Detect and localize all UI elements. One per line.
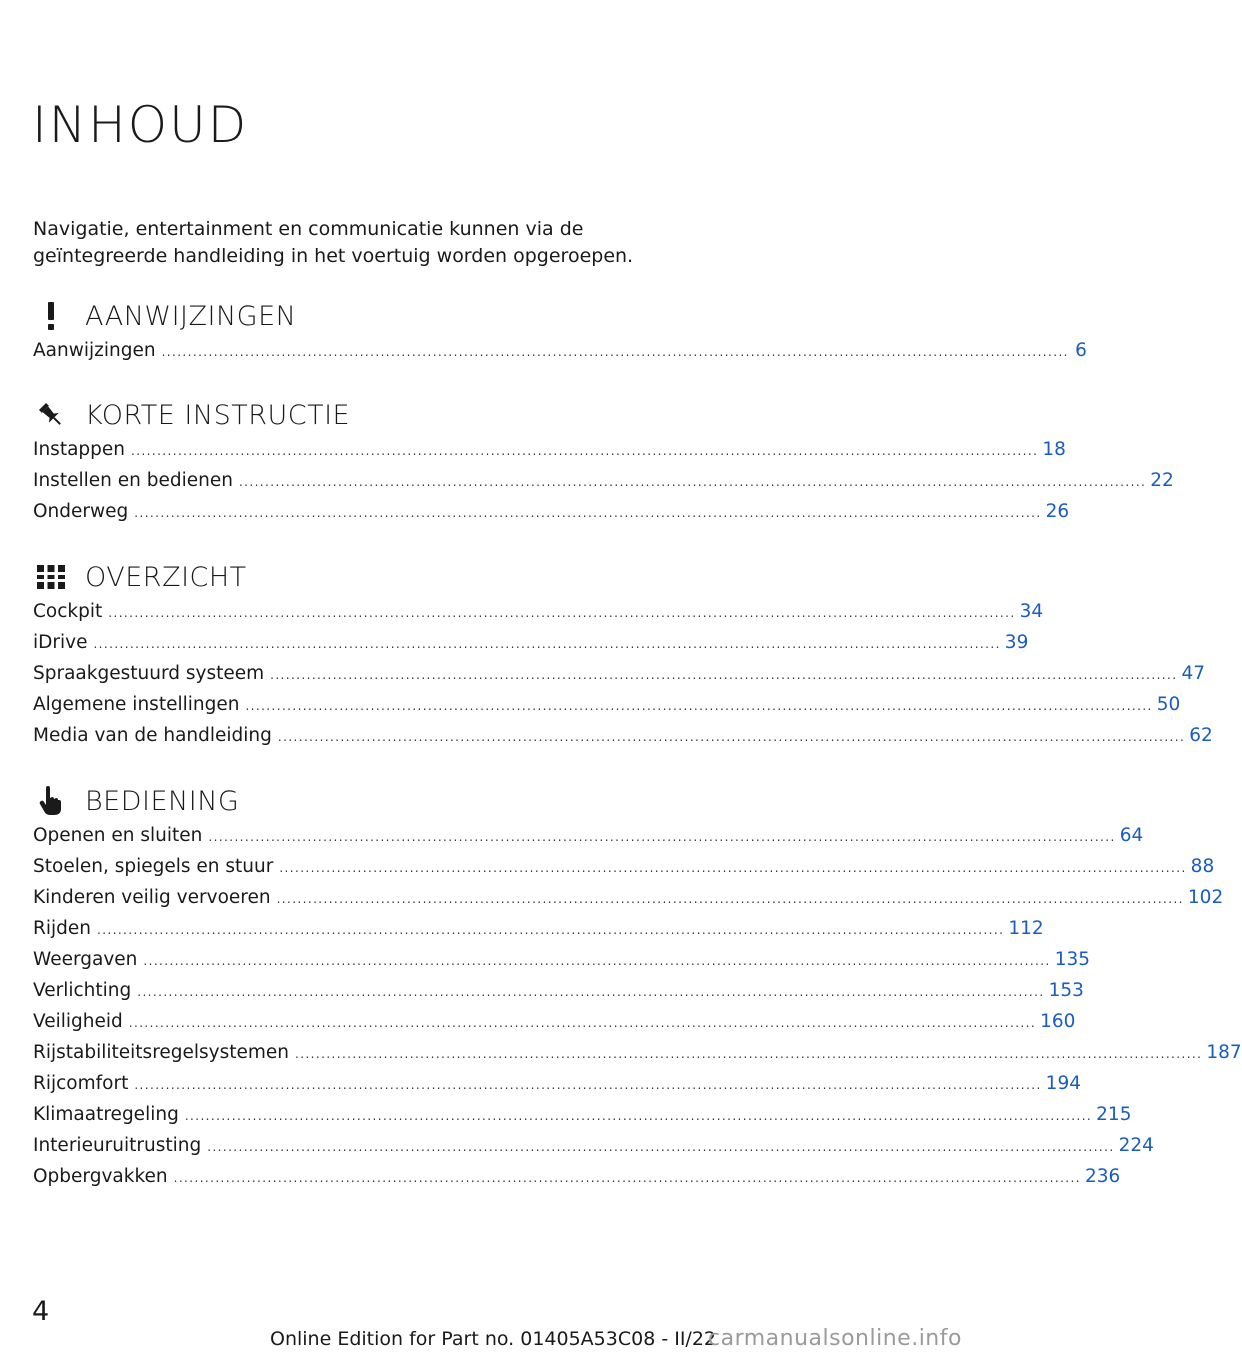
toc-entry[interactable] (33, 501, 1070, 532)
dot-leader: .............................................................................................................................................................................. (108, 606, 1016, 620)
toc-entry-label: Stoelen, spiegels en stuur (33, 856, 274, 877)
section-aanwijzingen (33, 296, 1087, 371)
dot-leader: .............................................................................................................................................................................. (245, 699, 1153, 713)
dot-leader: .............................................................................................................................................................................. (207, 1140, 1115, 1154)
toc-entry-label: Rijcomfort (33, 1073, 129, 1094)
dot-leader: .............................................................................................................................................................................. (279, 861, 1187, 875)
exclamation-icon (33, 298, 69, 334)
toc-entry-page-link[interactable]: 102 (1187, 887, 1224, 908)
section-title: KORTE INSTRUCTIE (85, 399, 351, 431)
dot-leader: .............................................................................................................................................................................. (238, 475, 1147, 489)
toc-entry-label: Onderweg (33, 501, 129, 522)
toc-entry-label: Cockpit (33, 601, 103, 622)
toc-entry[interactable] (33, 1166, 1121, 1197)
section-header (33, 395, 688, 435)
toc-entry[interactable] (33, 601, 1044, 632)
toc-entry[interactable] (33, 1011, 1076, 1042)
toc-entry-page-link[interactable]: 135 (1054, 949, 1091, 970)
toc-entry-label: Media van de handleiding (33, 725, 272, 746)
toc-entry[interactable] (33, 1104, 1132, 1135)
toc-entry-label: Rijden (33, 918, 91, 939)
toc-entry-page-link[interactable]: 236 (1084, 1166, 1121, 1187)
toc-entry-page-link[interactable]: 88 (1190, 856, 1215, 877)
hand-pointer-icon (33, 783, 69, 819)
toc-entry-label: Opbergvakken (33, 1166, 168, 1187)
toc-entry-label: Kinderen veilig vervoeren (33, 887, 271, 908)
section-title: AANWIJZINGEN (85, 300, 297, 332)
toc-entry[interactable] (33, 725, 1213, 756)
toc-entry-page-link[interactable]: 47 (1181, 663, 1205, 684)
page-title: INHOUD (32, 96, 249, 154)
watermark: carmanualsonline.info (708, 1326, 962, 1351)
toc-entry[interactable] (33, 470, 1174, 501)
toc-entry-label: Aanwijzingen (33, 340, 156, 361)
dot-leader: .............................................................................................................................................................................. (137, 985, 1045, 999)
toc-entry[interactable] (33, 887, 1224, 918)
toc-entry[interactable] (33, 949, 1091, 980)
section-overzicht (33, 557, 1213, 756)
pin-icon (33, 397, 69, 433)
dot-leader: .............................................................................................................................................................................. (134, 506, 1042, 520)
toc-entry-page-link[interactable]: 153 (1048, 980, 1084, 1001)
toc-entry-page-link[interactable]: 62 (1189, 725, 1213, 746)
dot-leader: .............................................................................................................................................................................. (295, 1047, 1203, 1061)
dot-leader: .............................................................................................................................................................................. (128, 1016, 1037, 1030)
toc-entry-page-link[interactable]: 18 (1042, 439, 1066, 460)
toc-entry-page-link[interactable]: 224 (1118, 1135, 1154, 1156)
toc-entry[interactable] (33, 632, 1029, 663)
dot-leader: .............................................................................................................................................................................. (96, 923, 1005, 937)
dot-leader: .............................................................................................................................................................................. (277, 730, 1186, 744)
section-header (33, 781, 688, 821)
toc-entry-page-link[interactable]: 112 (1008, 918, 1044, 939)
toc-entry[interactable] (33, 340, 1087, 371)
toc-entry-page-link[interactable]: 215 (1096, 1104, 1132, 1125)
toc-entry-label: Veiligheid (33, 1011, 123, 1032)
dot-leader: .............................................................................................................................................................................. (131, 444, 1039, 458)
dot-leader: .............................................................................................................................................................................. (208, 830, 1116, 844)
intro-text: Navigatie, entertainment en communicatie kunnen via de geïntegreerde handleiding in het voertuig worden opgeroepen. (33, 218, 634, 267)
toc-entry[interactable] (33, 1042, 1242, 1073)
toc-entry-page-link[interactable]: 26 (1045, 501, 1070, 522)
grid-icon (33, 559, 69, 595)
toc-entry[interactable] (33, 856, 1215, 887)
toc-entry-label: Interieuruitrusting (33, 1135, 202, 1156)
toc-entry[interactable] (33, 980, 1084, 1011)
page-number: 4 (32, 1296, 50, 1327)
toc-entry[interactable] (33, 1073, 1081, 1104)
toc-entry-label: Weergaven (33, 949, 138, 970)
toc-entry[interactable] (33, 694, 1181, 725)
toc-entry-page-link[interactable]: 39 (1004, 632, 1029, 653)
toc-entry-label: Instellen en bedienen (33, 470, 233, 491)
dot-leader: .............................................................................................................................................................................. (276, 892, 1184, 906)
toc-entry-page-link[interactable]: 34 (1019, 601, 1044, 622)
footer-edition: Online Edition for Part no. 01405A53C08 - II/22 (270, 1328, 717, 1350)
toc-entry-label: Rijstabiliteitsregelsystemen (33, 1042, 290, 1063)
section-header (33, 557, 688, 597)
toc-entry-page-link[interactable]: 22 (1150, 470, 1174, 491)
dot-leader: .............................................................................................................................................................................. (93, 637, 1001, 651)
toc-entry-label: Instappen (33, 439, 126, 460)
toc-entry-label: iDrive (33, 632, 88, 653)
dot-leader: .............................................................................................................................................................................. (184, 1109, 1093, 1123)
toc-entry[interactable] (33, 439, 1066, 470)
toc-entry-page-link[interactable]: 50 (1156, 694, 1181, 715)
toc-entry-label: Algemene instellingen (33, 694, 240, 715)
toc-entry-page-link[interactable]: 64 (1119, 825, 1144, 846)
toc-entry[interactable] (33, 918, 1044, 949)
toc-entry-page-link[interactable]: 187 (1206, 1042, 1242, 1063)
section-korte-instructie (33, 395, 1174, 532)
dot-leader: .............................................................................................................................................................................. (161, 345, 1069, 359)
toc-entry-page-link[interactable]: 160 (1040, 1011, 1076, 1032)
toc-entry-label: Openen en sluiten (33, 825, 203, 846)
dot-leader: .............................................................................................................................................................................. (134, 1078, 1042, 1092)
toc-entry-label: Klimaatregeling (33, 1104, 179, 1125)
toc-entry[interactable] (33, 825, 1144, 856)
toc-entry-label: Verlichting (33, 980, 132, 1001)
toc-entry-label: Spraakgestuurd systeem (33, 663, 265, 684)
toc-entry[interactable] (33, 663, 1205, 694)
toc-entry-page-link[interactable]: 194 (1045, 1073, 1081, 1094)
section-bediening (33, 781, 1242, 1197)
dot-leader: .............................................................................................................................................................................. (143, 954, 1051, 968)
section-title: OVERZICHT (85, 561, 247, 593)
toc-entry-page-link[interactable]: 6 (1075, 340, 1087, 361)
dot-leader: .............................................................................................................................................................................. (173, 1171, 1081, 1185)
section-header (33, 296, 688, 336)
toc-entry[interactable] (33, 1135, 1154, 1166)
dot-leader: .............................................................................................................................................................................. (270, 668, 1178, 682)
section-title: BEDIENING (85, 785, 240, 817)
